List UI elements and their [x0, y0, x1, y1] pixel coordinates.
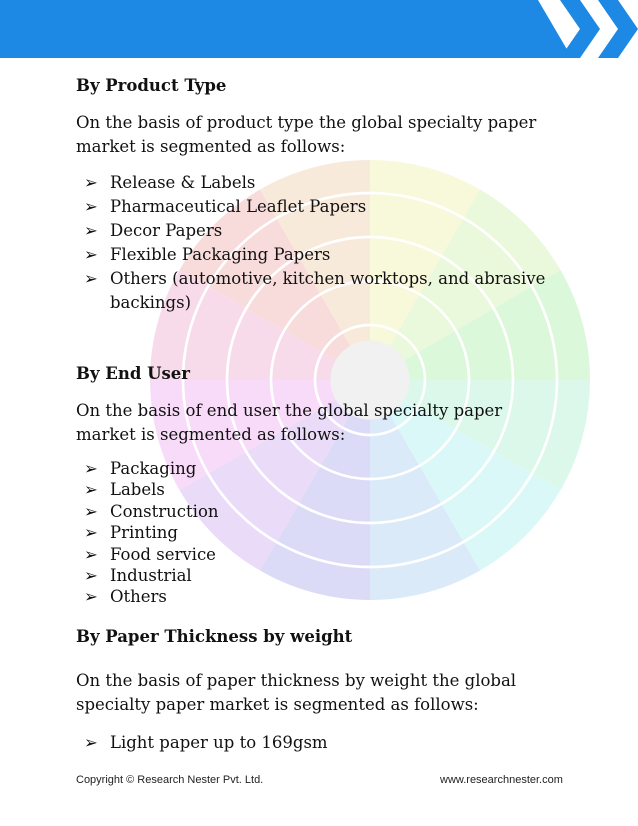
arrow-bullet-icon: ➢	[84, 245, 98, 264]
arrow-bullet-icon: ➢	[84, 269, 98, 288]
list-item: ➢ Industrial	[84, 566, 192, 586]
section-heading-paper-thickness: By Paper Thickness by weight	[76, 627, 353, 646]
list-item: ➢ Pharmaceutical Leaflet Papers	[84, 195, 550, 219]
arrow-bullet-icon: ➢	[84, 459, 98, 478]
footer-copyright: Copyright © Research Nester Pvt. Ltd.	[76, 774, 264, 786]
chevron-right-icon	[598, 0, 638, 58]
section-intro-end-user: On the basis of end user the global specialty paper market is segmented as follows:	[76, 401, 503, 444]
section-heading-end-user: By End User	[76, 364, 191, 383]
list-item: ➢ Light paper up to 169gsm	[84, 731, 328, 755]
section-intro-product-type: On the basis of product type the global specialty paper market is segmented as follows:	[76, 113, 537, 156]
section-heading-product-type: By Product Type	[76, 76, 227, 95]
arrow-bullet-icon: ➢	[84, 587, 98, 607]
list-item: ➢ Packaging	[84, 459, 197, 478]
list-item: ➢ Release & Labels	[84, 171, 550, 195]
arrow-bullet-icon: ➢	[84, 501, 98, 521]
product-type-list	[84, 171, 550, 315]
list-item: ➢ Others (automotive, kitchen worktops, and abrasive backings)	[84, 269, 546, 312]
list-item: ➢ Printing	[84, 523, 178, 543]
list-item: ➢ Decor Papers	[84, 219, 550, 243]
list-item: ➢ Flexible Packaging Papers	[84, 243, 550, 267]
list-item: ➢ Construction	[84, 501, 219, 521]
list-item: ➢ Food service	[84, 544, 216, 564]
header-banner	[0, 0, 638, 58]
arrow-bullet-icon: ➢	[84, 221, 98, 240]
arrow-bullet-icon: ➢	[84, 566, 98, 586]
arrow-bullet-icon: ➢	[84, 523, 98, 543]
section-intro-paper-thickness: On the basis of paper thickness by weight the global specialty paper market is segmented as follows:	[76, 671, 517, 714]
end-user-list	[84, 458, 219, 608]
arrow-bullet-icon: ➢	[84, 544, 98, 564]
footer-website: www.researchnester.com	[440, 774, 563, 786]
arrow-bullet-icon: ➢	[84, 173, 98, 192]
arrow-bullet-icon: ➢	[84, 480, 98, 500]
arrow-bullet-icon: ➢	[84, 733, 98, 752]
paper-thickness-list	[84, 731, 328, 755]
list-item: ➢ Others	[84, 587, 167, 607]
arrow-bullet-icon: ➢	[84, 197, 98, 216]
list-item: ➢ Labels	[84, 480, 165, 500]
